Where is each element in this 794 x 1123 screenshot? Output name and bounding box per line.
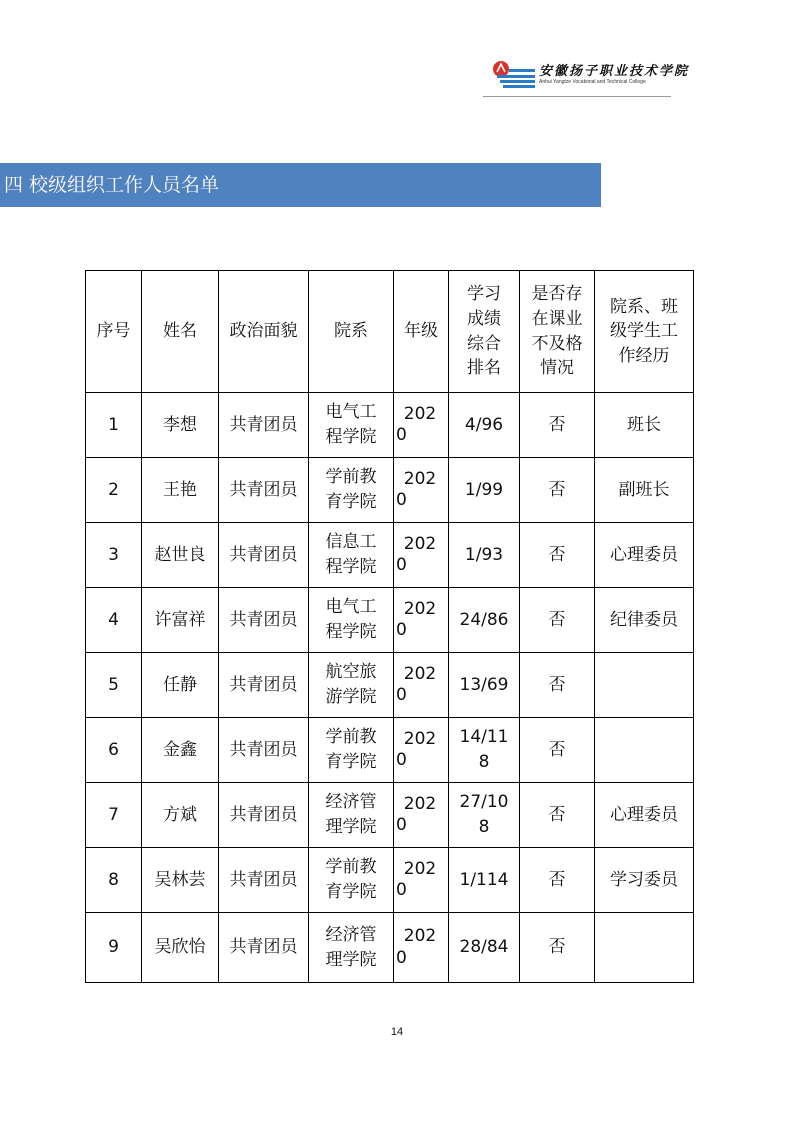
cell-rank: 27/108 [449, 783, 520, 848]
cell-no: 6 [86, 718, 142, 783]
cell-dept: 经济管理学院 [309, 783, 394, 848]
cell-grade: 202 0 [394, 848, 449, 913]
college-emblem-icon [491, 58, 537, 92]
cell-name: 王艳 [142, 458, 219, 523]
cell-dept: 信息工程学院 [309, 523, 394, 588]
cell-rank: 24/86 [449, 588, 520, 653]
table-row [86, 523, 694, 588]
cell-grade: 202 0 [394, 458, 449, 523]
cell-fail: 否 [520, 523, 595, 588]
cell-politics: 共青团员 [219, 393, 309, 458]
cell-no: 3 [86, 523, 142, 588]
cell-no: 7 [86, 783, 142, 848]
cell-politics: 共青团员 [219, 783, 309, 848]
cell-name: 赵世良 [142, 523, 219, 588]
cell-rank: 1/99 [449, 458, 520, 523]
cell-rank: 1/93 [449, 523, 520, 588]
col-header-dept: 院系 [309, 271, 394, 393]
page-number: 14 [390, 1026, 404, 1038]
cell-name: 许富祥 [142, 588, 219, 653]
cell-rank: 13/69 [449, 653, 520, 718]
cell-exp: 副班长 [595, 458, 694, 523]
table-row [86, 913, 694, 983]
cell-grade: 202 0 [394, 393, 449, 458]
cell-no: 2 [86, 458, 142, 523]
cell-rank: 28/84 [449, 913, 520, 983]
col-header-name: 姓名 [142, 271, 219, 393]
cell-politics: 共青团员 [219, 653, 309, 718]
table-row [86, 588, 694, 653]
cell-fail: 否 [520, 783, 595, 848]
table-row [86, 783, 694, 848]
table-row [86, 653, 694, 718]
cell-dept: 学前教育学院 [309, 458, 394, 523]
cell-name: 任静 [142, 653, 219, 718]
cell-grade: 202 0 [394, 523, 449, 588]
cell-no: 5 [86, 653, 142, 718]
cell-rank: 1/114 [449, 848, 520, 913]
cell-dept: 电气工程学院 [309, 393, 394, 458]
cell-exp [595, 913, 694, 983]
cell-grade: 202 0 [394, 718, 449, 783]
table-row [86, 718, 694, 783]
cell-politics: 共青团员 [219, 848, 309, 913]
cell-fail: 否 [520, 393, 595, 458]
cell-grade: 202 0 [394, 653, 449, 718]
cell-dept: 学前教育学院 [309, 718, 394, 783]
cell-exp: 班长 [595, 393, 694, 458]
col-header-politics: 政治面貌 [219, 271, 309, 393]
college-name-cn: 安徽扬子职业技术学院 [539, 64, 690, 79]
cell-grade: 202 0 [394, 913, 449, 983]
cell-politics: 共青团员 [219, 588, 309, 653]
cell-fail: 否 [520, 588, 595, 653]
col-header-fail: 是否存在课业不及格情况 [520, 271, 595, 393]
college-logo [491, 58, 690, 92]
table-row [86, 393, 694, 458]
cell-exp [595, 653, 694, 718]
cell-dept: 学前教育学院 [309, 848, 394, 913]
col-header-no: 序号 [86, 271, 142, 393]
col-header-grade: 年级 [394, 271, 449, 393]
cell-fail: 否 [520, 913, 595, 983]
cell-name: 金鑫 [142, 718, 219, 783]
cell-name: 吴欣怡 [142, 913, 219, 983]
cell-politics: 共青团员 [219, 523, 309, 588]
cell-fail: 否 [520, 458, 595, 523]
cell-dept: 经济管理学院 [309, 913, 394, 983]
cell-no: 4 [86, 588, 142, 653]
cell-grade: 202 0 [394, 783, 449, 848]
cell-no: 1 [86, 393, 142, 458]
cell-name: 方斌 [142, 783, 219, 848]
cell-rank: 4/96 [449, 393, 520, 458]
table-row [86, 458, 694, 523]
cell-exp [595, 718, 694, 783]
cell-exp: 心理委员 [595, 783, 694, 848]
cell-fail: 否 [520, 718, 595, 783]
table-header-row [86, 271, 694, 393]
col-header-rank: 学习成绩综合排名 [449, 271, 520, 393]
cell-politics: 共青团员 [219, 458, 309, 523]
cell-politics: 共青团员 [219, 913, 309, 983]
col-header-exp: 院系、班级学生工作经历 [595, 271, 694, 393]
cell-exp: 纪律委员 [595, 588, 694, 653]
cell-fail: 否 [520, 653, 595, 718]
cell-dept: 电气工程学院 [309, 588, 394, 653]
cell-no: 8 [86, 848, 142, 913]
header-divider [483, 96, 671, 97]
cell-exp: 学习委员 [595, 848, 694, 913]
cell-exp: 心理委员 [595, 523, 694, 588]
cell-dept: 航空旅游学院 [309, 653, 394, 718]
cell-name: 李想 [142, 393, 219, 458]
cell-grade: 202 0 [394, 588, 449, 653]
section-title: 四 校级组织工作人员名单 [0, 163, 601, 207]
table-row [86, 848, 694, 913]
cell-name: 吴林芸 [142, 848, 219, 913]
cell-politics: 共青团员 [219, 718, 309, 783]
cell-rank: 14/118 [449, 718, 520, 783]
cell-fail: 否 [520, 848, 595, 913]
cell-no: 9 [86, 913, 142, 983]
college-name-en: Anhui Yangtze Vocational and Technical College [539, 79, 646, 85]
staff-table [85, 270, 694, 983]
